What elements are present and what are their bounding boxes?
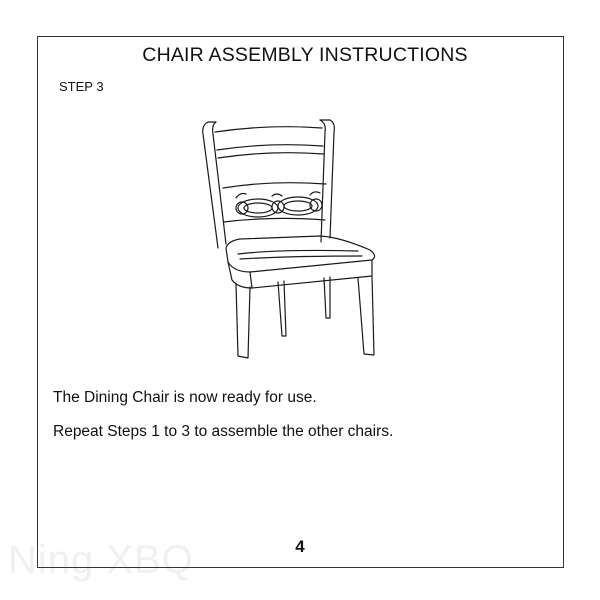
dining-chair-illustration: [180, 110, 410, 370]
body-text-repeat: Repeat Steps 1 to 3 to assemble the other chairs.: [53, 423, 394, 440]
chair-seat: [226, 236, 375, 288]
chair-top-rail: [215, 127, 324, 158]
chair-decorative-rail: [223, 183, 326, 222]
step-label: STEP 3: [59, 79, 104, 94]
page-number: 4: [295, 537, 305, 556]
body-text-ready: The Dining Chair is now ready for use.: [53, 389, 317, 406]
chair-back-posts: [203, 120, 335, 248]
watermark-text: Ning XBQ: [8, 538, 194, 582]
chair-legs: [236, 276, 374, 358]
page-title: CHAIR ASSEMBLY INSTRUCTIONS: [142, 44, 468, 66]
